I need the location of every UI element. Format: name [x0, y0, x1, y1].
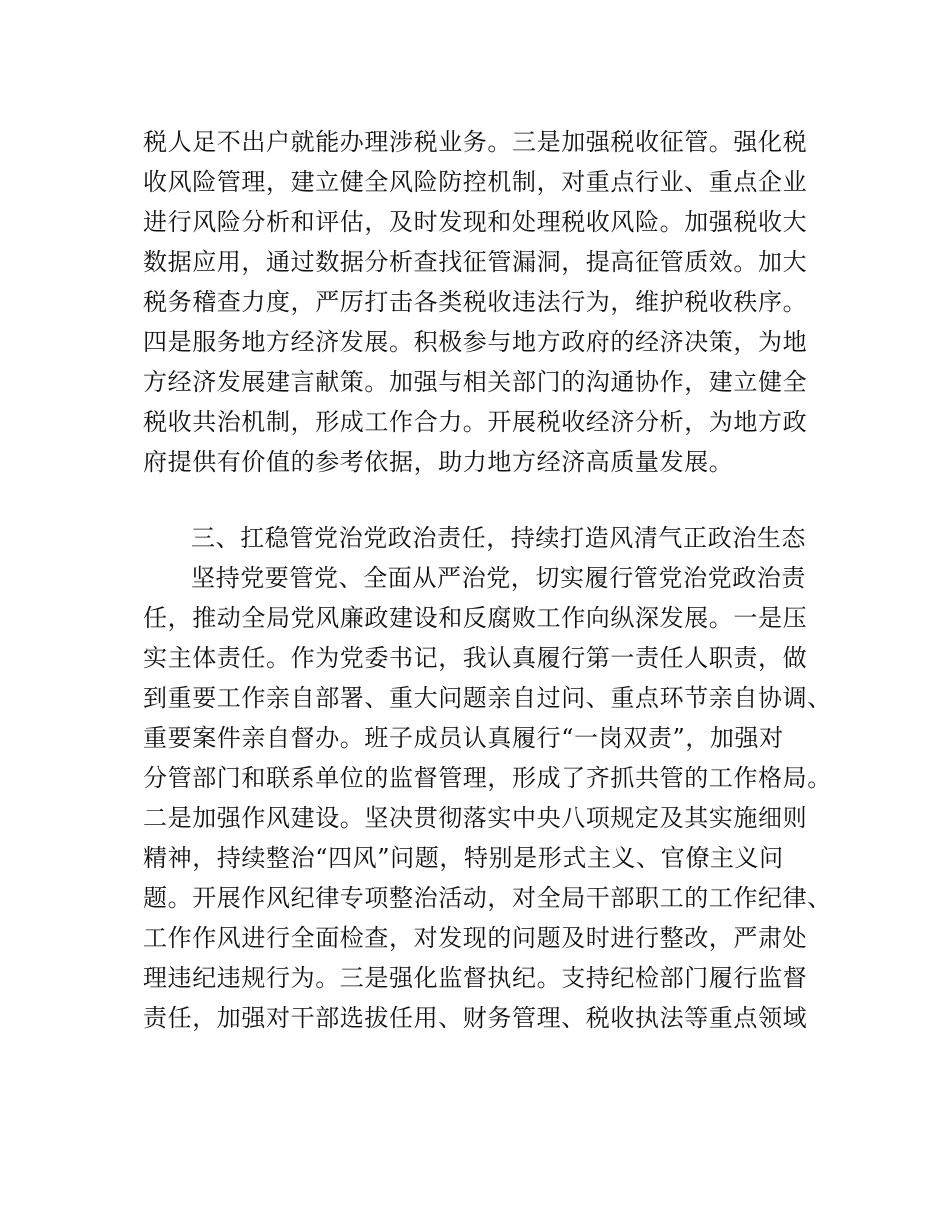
text-line: 方经济发展建言献策。加强与相关部门的沟通协作，建立健全	[143, 368, 808, 396]
text-line: 到重要工作亲自部署、重大问题亲自过问、重点环节亲自协调、	[143, 684, 832, 712]
text-line: 税人足不出户就能办理涉税业务。三是加强税收征管。强化税	[143, 128, 808, 156]
text-line: 分管部门和联系单位的监督管理，形成了齐抓共管的工作格局。	[143, 764, 832, 792]
text-line: 题。开展作风纪律专项整治活动，对全局干部职工的工作纪律、	[143, 884, 832, 912]
text-line: 四是服务地方经济发展。积极参与地方政府的经济决策，为地	[143, 328, 808, 356]
text-line: 理违纪违规行为。三是强化监督执纪。支持纪检部门履行监督	[143, 964, 808, 992]
text-line: 实主体责任。作为党委书记，我认真履行第一责任人职责，做	[143, 644, 808, 672]
text-line: 府提供有价值的参考依据，助力地方经济高质量发展。	[143, 448, 734, 476]
text-line: 税务稽查力度，严厉打击各类税收违法行为，维护税收秩序。	[143, 288, 808, 316]
text-line: 收风险管理，建立健全风险防控机制，对重点行业、重点企业	[143, 168, 808, 196]
text-line: 坚持党要管党、全面从严治党，切实履行管党治党政治责	[191, 564, 806, 592]
text-line: 工作作风进行全面检查，对发现的问题及时进行整改，严肃处	[143, 924, 808, 952]
text-line: 进行风险分析和评估，及时发现和处理税收风险。加强税收大	[143, 208, 808, 236]
section-block	[143, 522, 832, 1042]
text-line: 税收共治机制，形成工作合力。开展税收经济分析，为地方政	[143, 408, 808, 436]
text-line: 重要案件亲自督办。班子成员认真履行“一岗双责”，加强对	[143, 724, 784, 752]
text-line: 二是加强作风建设。坚决贯彻落实中央八项规定及其实施细则	[143, 804, 808, 832]
text-line: 数据应用，通过数据分析查找征管漏洞，提高征管质效。加大	[143, 248, 808, 276]
body-paragraph-continued	[143, 126, 823, 486]
text-line: 责任，加强对干部选拔任用、财务管理、税收执法等重点领域	[143, 1004, 808, 1032]
text-line: 任，推动全局党风廉政建设和反腐败工作向纵深发展。一是压	[143, 604, 808, 632]
text-line: 精神，持续整治“四风”问题，特别是形式主义、官僚主义问	[143, 844, 784, 872]
section-heading: 三、扛稳管党治党政治责任，持续打造风清气正政治生态	[191, 524, 806, 552]
